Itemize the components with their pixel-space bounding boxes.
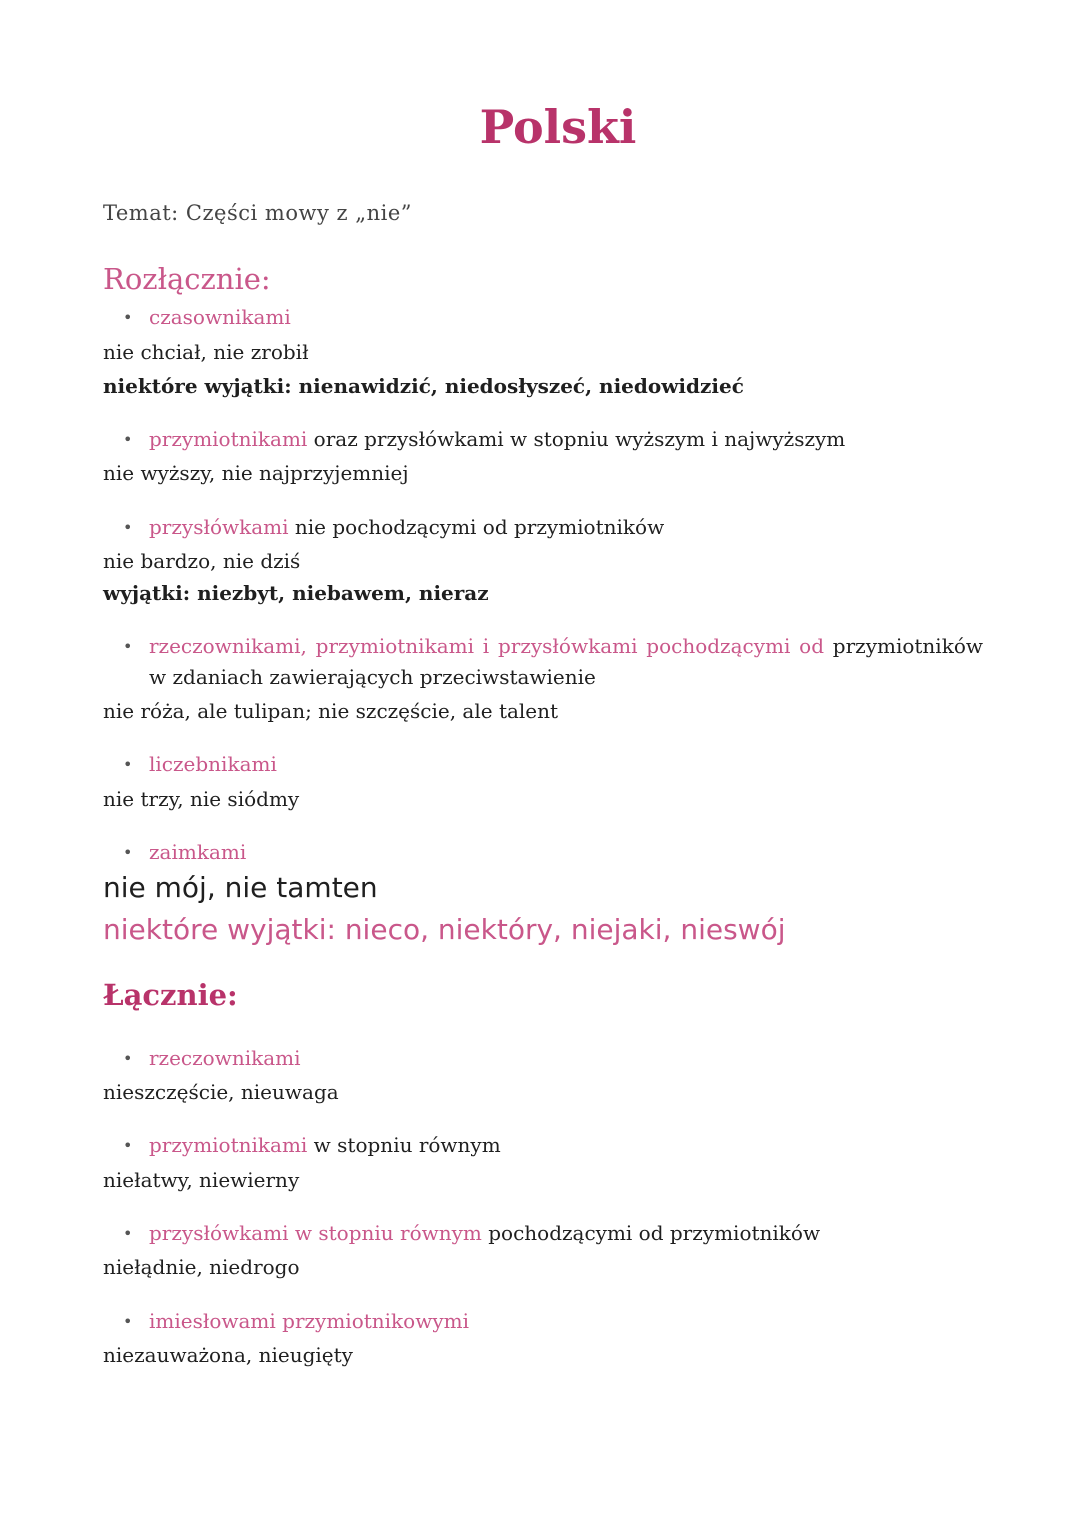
example-line: nie wyższy, nie najprzyjemniej [103,461,409,485]
part-of-speech: imiesłowami przymiotnikowymi [149,1309,469,1333]
example-line: niełatwy, niewierny [103,1168,300,1192]
bullet-icon: • [123,1224,133,1243]
part-of-speech: przymiotnikami [149,1133,308,1157]
part-of-speech: przysłówkami w stopniu równym [149,1221,482,1245]
part-of-speech: przysłówkami [149,515,289,539]
page-title: Polski [479,100,637,154]
list-item [123,1306,983,1337]
heading-joint: Łącznie: [103,978,238,1012]
example-line: nieszczęście, nieuwaga [103,1080,339,1104]
list-item [123,749,983,780]
exceptions-line: wyjątki: niezbyt, niebawem, nieraz [103,581,489,605]
list-item [123,1043,983,1074]
example-line: nie mój, nie tamten [103,871,378,904]
part-of-speech: zaimkami [149,840,247,864]
topic-line: Temat: Części mowy z „nie” [103,201,413,225]
bullet-icon: • [123,1049,133,1068]
part-of-speech: rzeczownikami, przymiotnikami i przysłówkami pochodzącymi od [149,634,824,658]
part-of-speech: przymiotnikami [149,427,308,451]
rule-text: w stopniu równym [307,1133,501,1157]
part-of-speech: rzeczownikami [149,1046,301,1070]
part-of-speech: czasownikami [149,305,291,329]
rule-text: nie pochodzącymi od przymiotników [288,515,665,539]
example-line: niezauważona, nieugięty [103,1343,353,1367]
list-item [123,837,983,868]
exceptions-line: niektóre wyjątki: nieco, niektóry, niejaki, nieswój [103,913,786,946]
example-line: nie trzy, nie siódmy [103,787,300,811]
example-line: nie chciał, nie zrobił [103,340,309,364]
rule-text: oraz przysłówkami w stopniu wyższym i najwyższym [307,427,846,451]
list-item [123,631,983,693]
bullet-icon: • [123,1312,133,1331]
rule-text: pochodzącymi od przymiotników [481,1221,821,1245]
exceptions-line: niektóre wyjątki: nienawidzić, niedosłyszeć, niedowidzieć [103,374,744,398]
part-of-speech: liczebnikami [149,752,277,776]
rule-text: przymiotników w zdaniach zawierających przeciwstawienie [149,634,983,689]
heading-separate: Rozłącznie: [103,262,271,296]
list-item [123,424,983,455]
bullet-icon: • [123,637,133,656]
bullet-icon: • [123,843,133,862]
bullet-icon: • [123,518,133,537]
bullet-icon: • [123,308,133,327]
list-item [123,512,983,543]
example-line: nie bardzo, nie dziś [103,549,301,573]
bullet-icon: • [123,430,133,449]
bullet-icon: • [123,1136,133,1155]
list-item [123,1130,983,1161]
list-item [123,1218,983,1249]
list-item [123,302,983,333]
bullet-icon: • [123,755,133,774]
example-line: niełądnie, niedrogo [103,1255,300,1279]
example-line: nie róża, ale tulipan; nie szczęście, ale talent [103,699,559,723]
